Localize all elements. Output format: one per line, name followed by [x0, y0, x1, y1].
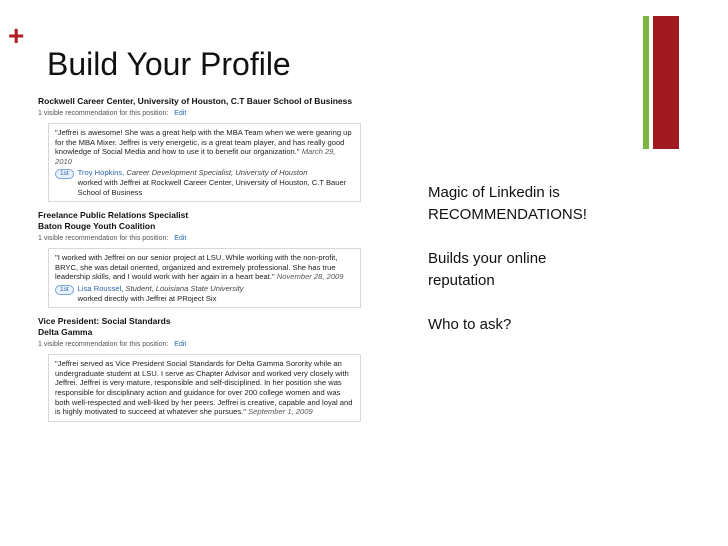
organization-name: Delta Gamma	[38, 327, 93, 338]
recommendation-date: March 29, 2010	[55, 147, 336, 166]
connection-badge: 1st	[55, 169, 74, 179]
recommendation-meta	[38, 109, 369, 119]
recommendation-count: 1 visible recommendation for this position:	[38, 341, 169, 349]
position-title: Freelance Public Relations Specialist	[38, 210, 189, 221]
edit-link[interactable]: Edit	[174, 235, 187, 243]
recommender	[55, 284, 354, 303]
recommendation-quote: "Jeffrei is awesome! She was a great help with the MBA Team when we were gearing up for the MBA Mixer. Jeffrei is very energetic, is a great team player, and has really good knowledge of Social Media and how to use it to benefit our organization."	[55, 128, 352, 157]
recommendation-quote: "I worked with Jeffrei on our senior project at LSU. While working with the non-profit, BRYC, she was detail oriented, organized and extremely professional. She has true leadership skills, and I would work with her again in a heart beat."	[55, 253, 338, 282]
connection-badge: 1st	[55, 285, 74, 295]
slide-title: Build Your Profile	[47, 46, 291, 82]
organization-name: Baton Rouge Youth Coalition	[38, 221, 156, 232]
recommendation-date: November 28, 2009	[276, 272, 344, 282]
notes-line: Magic of Linkedin is	[428, 184, 560, 201]
recommendation-meta	[38, 234, 369, 244]
recommender-role: Career Development Specialist, University of Houston	[126, 168, 308, 178]
spacer	[428, 292, 638, 314]
experience-section	[32, 210, 369, 308]
recommender-role: Student, Louisiana State University	[125, 283, 244, 293]
slide-notes	[428, 182, 638, 336]
linkedin-profile-screenshot	[32, 96, 369, 432]
recommender-relation: worked with Jeffrei at Rockwell Career Center, University of Houston, C.T Bauer School of Business	[77, 177, 347, 197]
green-accent-bar	[643, 16, 649, 149]
recommendation-count: 1 visible recommendation for this position:	[38, 110, 169, 117]
recommendation-quote: "Jeffrei served as Vice President Social Standards for Delta Gamma Sorority while an undergraduate student at LSU. I serve as Chapter Advisor and worked very closely with Jeffrei. Jeffrei is very mature, responsible and self-disciplined. In her position she was responsible for disciplinary action and guidance for over 200 college women and was both well-respected and well-liked by her peers. Jeffrei is creative, capable and loyal and is highly motivated to succeed at whatever she pursues."	[55, 359, 353, 417]
recommendation-box	[48, 354, 361, 422]
position-title: Rockwell Career Center, University of Houston, C.T Bauer School of Business	[38, 96, 353, 106]
recommendation-date: September 1, 2009	[248, 407, 313, 417]
recommender-name[interactable]: Troy Hopkins,	[77, 168, 125, 178]
recommender-name[interactable]: Lisa Roussel,	[77, 283, 124, 293]
experience-section	[32, 316, 369, 422]
edit-link[interactable]: Edit	[174, 341, 187, 349]
spacer	[428, 226, 638, 248]
recommendation-count: 1 visible recommendation for this position:	[38, 235, 169, 243]
plus-icon: +	[8, 20, 25, 51]
notes-line: reputation	[428, 272, 495, 289]
position-title: Vice President: Social Standards	[38, 316, 171, 327]
recommendation-meta	[38, 340, 369, 350]
notes-line: Who to ask?	[428, 316, 512, 333]
recommendation-box	[48, 248, 361, 308]
notes-line: Builds your online	[428, 250, 547, 267]
recommender-relation: worked directly with Jeffrei at PRoject Six	[77, 293, 217, 303]
red-accent-bar	[653, 16, 679, 149]
edit-link[interactable]: Edit	[174, 110, 187, 117]
experience-section	[32, 96, 369, 202]
recommender	[55, 168, 354, 197]
notes-line: RECOMMENDATIONS!	[428, 206, 587, 223]
recommendation-box	[48, 123, 361, 202]
